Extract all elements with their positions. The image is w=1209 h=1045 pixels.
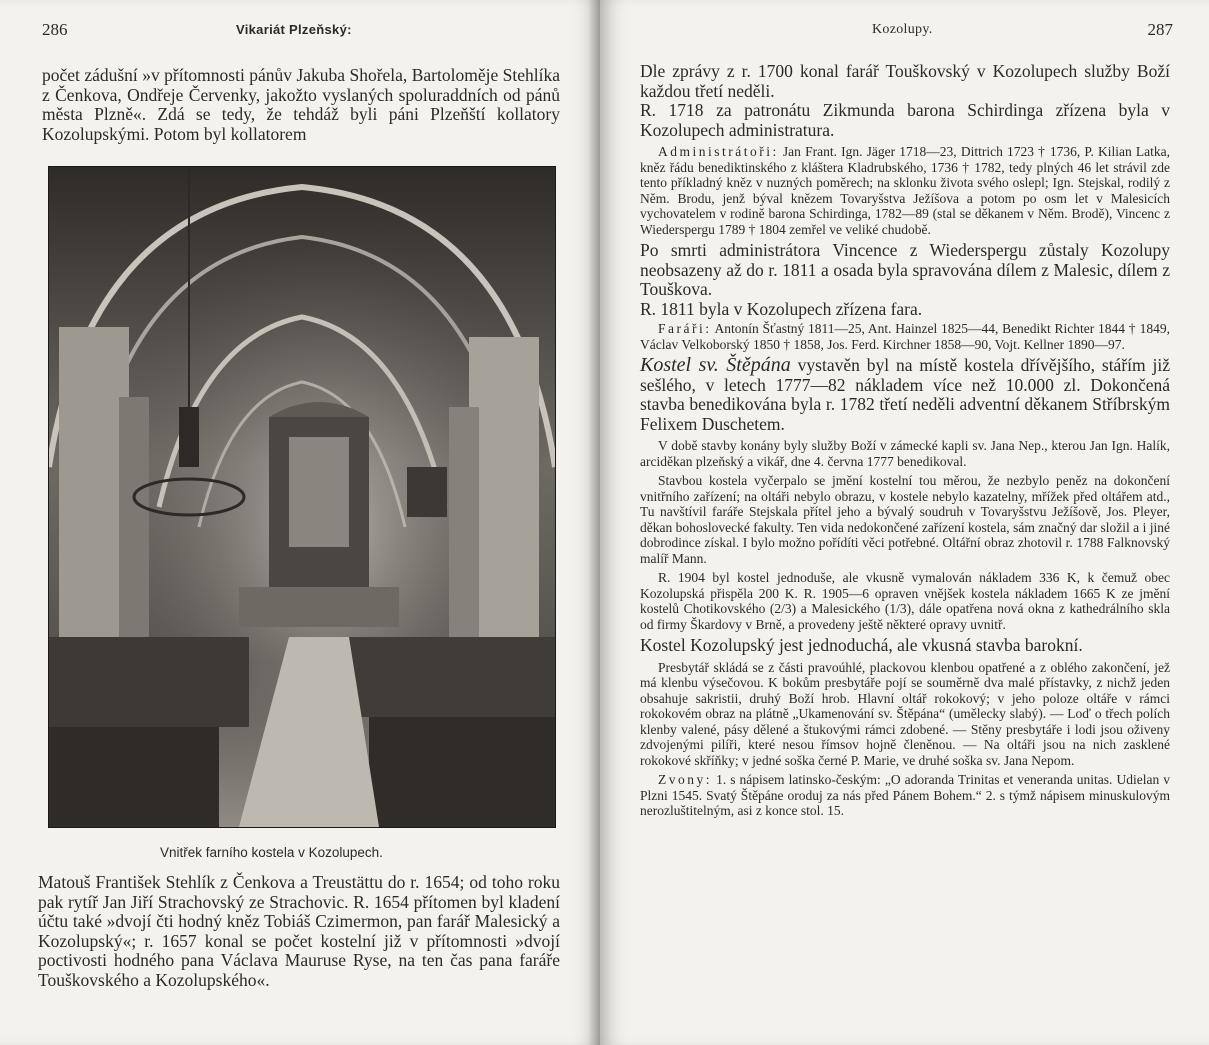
administrators-label: Administrátoři: — [658, 144, 779, 159]
left-top-text: počet zádušní »v přítomnosti pánův Jakuba Shořela, Bartoloměje Stehlíka z Čenkova, Ondřeje Červenky, jakožto vyslaných spoluraddních od pánů města Plzně«. Zdá se tedy, že tehdáž byli páni Plzeňští kollatory Kozolupskými. Potom byl kollatorem — [42, 65, 560, 144]
page-number-right: 287 — [1147, 20, 1173, 39]
note-chapel: V době stavby konány byly služby Boží v zámecké kapli sv. Jana Nep., kterou Jan Ign. Halík, arciděkan plzeňský a vikář, dne 4. června 1777 benedikoval. — [640, 438, 1170, 469]
note-1904: R. 1904 byl kostel jednoduše, ale vkusně vymalován nákladem 336 K, k čemuž obec Kozolupská přispěla 200 K. R. 1905—6 opraven vnějšek kostela nákladem 1665 K ze jmění kostelů Chotikovského (2/3) a Malesického (1/3), dále opatřena nová okna z kathedrálního skla od firmy Škardovy v Brně, a provedeny ještě některé opravy uvnitř. — [640, 570, 1170, 632]
para-1811: R. 1811 byla v Kozolupech zřízena fara. — [640, 298, 923, 319]
left-bottom-text: Matouš František Stehlík z Čenkova a Treustättu do r. 1654; od toho roku pak rytíř Jan Jiří Strachovský ze Strachovic. R. 1654 přítomen byl kladení účtu také »dvojí čti hodný kněz Tobiáš Czimermon, pan farář Malesický a Kozolupský«; r. 1657 konal se počet kostelní již v přítomnosti »dvojí poctivosti hodného pana Václava Mauruse Ryse, na ten čas pana faráře Touškovského a Kozolupského«. — [38, 872, 560, 990]
bells-label: Zvony: — [658, 772, 712, 787]
figure-caption: Vnitřek farního kostela v Kozolupech. — [160, 845, 383, 860]
priests-text: Antonín Šťastný 1811—25, Ant. Hainzel 1825—44, Benedikt Richter 1844 † 1849, Václav Velkoborský 1850 † 1858, Jos. Ferd. Kirchner 1858—90, Vojt. Kellner 1890—97. — [640, 321, 1170, 352]
left-top-paragraph — [42, 66, 560, 144]
church-paragraph — [640, 356, 1170, 434]
note-funds: Stavbou kostela vyčerpalo se jmění kostelní tou měrou, že nezbylo peněz na dokončení vnitřního zařízení; na oltáři nebylo obrazu, v kostele nebylo kazatelny, mřížek před oltářem atd., Tu navštívil faráře Stejskala přítel jeho a bývalý soudruh v Tovaryšstvu Ježíšově, Jos. Pleyer, děkan bohoslovecké fakulty. Ten vida nedokončené zařízení kostela, sám značný dar složil a i jiné dobrodince získal. I bylo možno pořídíti věci potřebné. Oltářní obraz zhotovil r. 1788 Falknovský malíř Mann. — [640, 473, 1170, 566]
church-title: Kostel sv. Štěpána — [640, 354, 791, 376]
bells-text: 1. s nápisem latinsko-českým: „O adoranda Trinitas et veneranda unitas. Udielan v Plzni 1545. Svatý Štěpáne oroduj za nás před Pánem Bohem.“ 2. s týmž nápisem minuskulovým nerozluštitelným, asi z konce stol. 15. — [640, 772, 1171, 818]
presbytery-text: Presbytář skládá se z části pravoúhlé, plackovou klenbou opatřené a z oblého zakončení, jež má klenbu výsečovou. K bokům presbytáře pojí se souměrně dva malé přístavky, z nichž jeden obsahuje sakristii, druhý Boží hrob. Hlavní oltář rokokový; v jeho poloze oltáře v rámci rokokovém obraz na plátně „Ukamenování sv. Štěpána“ (umělecky slabý). — Loď o třech polích klenby valené, pásy dělené a štukovými rámci zdobené. — Stěny presbytáře i lodi jsou oživeny zdvojenými pilíři, které nesou římsov hojně členěnou. — Na oltáři jsou na nich zasklené rokokové skříňky; v jedné soška černé P. Marie, ve druhé soška sv. Jana Nepom. — [640, 659, 1170, 768]
para-1718: R. 1718 za patronátu Zikmunda barona Schirdinga zřízena byla v Kozolupech administratura. — [640, 100, 1170, 140]
church-interior-photo — [48, 166, 556, 828]
priests-label: Faráři: — [658, 321, 712, 336]
priests-block — [640, 321, 1170, 352]
construction-notes — [640, 438, 1170, 632]
church-interior-illustration — [49, 167, 555, 827]
administrators-text: Jan Frant. Ign. Jäger 1718—23, Dittrich 1723 † 1736, P. Kilian Latka, kněz řádu benediktinského z kláštera Kladrubského, 1736 † 1782, tedy plných 46 let strávil zde tento příkladný kněz v nuzných poměrech; na sklonku života svého oslepl; Ign. Stejskal, rodilý z Něm. Brodu, jenž býval knězem Tovaryšstva Ježíšova a potom po osm let v Malesicích vychovatelem v rodině barona Schirdinga, 1782—89 (stal se děkanem v Něm. Brodě), Vincenc z Wiederspergu 1789 † 1804 zemřel ve veliké chudobě. — [640, 144, 1170, 237]
para-1700: Dle zprávy z r. 1700 konal farář Touškovský v Kozolupech služby Boží každou třetí neděli. — [640, 61, 1170, 101]
running-head-right: Kozolupy. — [872, 22, 933, 37]
right-column — [640, 62, 1170, 819]
para-after-death: Po smrti administrátora Vincence z Wiederspergu zůstaly Kozolupy neobsazeny až do r. 1811 a osada byla spravována dílem z Malesic, dílem z Touškova. — [640, 240, 1170, 299]
page-number-left: 286 — [42, 20, 68, 39]
right-page — [600, 0, 1209, 1045]
left-page — [0, 0, 600, 1045]
left-bottom-paragraph — [38, 873, 560, 990]
church-text: vystavěn byl na místě kostela dřívějšího, stářím již sešlého, v letech 1777—82 nákladem více než 10.000 zl. Dokončená stavba benedikována byla r. 1782 třetí neděli adventní děkanem Stříbrským Felixem Duschetem. — [640, 355, 1170, 434]
description-block — [640, 660, 1170, 819]
running-head-left: Vikariát Plzeňský: — [236, 22, 352, 37]
administrators-block — [640, 144, 1170, 237]
para-baroque: Kostel Kozolupský jest jednoduchá, ale vkusná stavba barokní. — [640, 635, 1083, 655]
